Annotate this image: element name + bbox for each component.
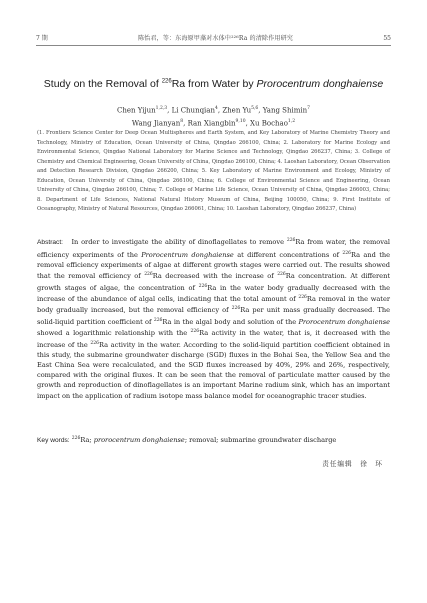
- author-affiliation-mark: 4: [214, 106, 218, 111]
- abstract: [37, 236, 390, 401]
- abstract-text: at different concentrations of: [233, 250, 343, 259]
- isotope-mass: 226: [144, 271, 153, 277]
- keywords: [37, 434, 390, 446]
- author-name: Ran Xiangbin: [187, 119, 236, 128]
- abstract-text: Ra activity in the water, that is, it decreased with the increase of the: [37, 329, 390, 349]
- keywords-label: Key words:: [37, 437, 70, 445]
- page-number: 55: [383, 35, 391, 42]
- isotope-mass: 226: [153, 317, 163, 323]
- keywords-isotope-mass: 226: [71, 436, 81, 441]
- author-name: Wang Jianyan: [131, 119, 181, 128]
- species-name: Prorocentrum donghaiense: [141, 250, 234, 259]
- author-list: [0, 103, 427, 130]
- abstract-text: Ra from water, the removal efficiency experiments of the: [37, 238, 390, 259]
- author-name: Xu Bochao: [250, 119, 288, 128]
- author-line-1: Chen Yijun$^{1,2,3}$, Li Chunqian$^4$, Zhen Yu$^{5,6}$, Yang Shimin$^7$: [117, 106, 310, 115]
- running-header: [36, 33, 391, 46]
- title-middle: Ra from Water by: [171, 78, 257, 90]
- abstract-text: Ra concentration. At different growth stages of algae, the concentration of: [37, 272, 390, 292]
- author-name: Yang Shimin: [262, 106, 308, 115]
- isotope-mass: 226: [190, 328, 200, 334]
- abstract-text: Ra and the removal efficiency experiments of algae at different growth stages were carried out. The results showed that the removal efficiency of: [37, 250, 390, 281]
- abstract-text: Ra activity in the water. According to the solid-liquid partition coefficient obtained in this study, the submarine groundwater discharge (SGD) fluxes in the Bohai Sea, the Yellow Sea and the East China Sea were recalculated, and the SGD fluxes increased by 40%, 29% and 26%, respectively, compared with the original fluxes. It can be seen that the removal of particulate matter caused by the growth and reproduction of dinoflagellates is an important Marine radium sink, which has an important impact on the application of radium isotope mass balance model for oceanographic tracer studies.: [37, 340, 390, 400]
- isotope-mass: 226: [198, 283, 208, 289]
- abstract-label: Abstract:: [37, 239, 64, 247]
- keywords-ra: Ra;: [80, 436, 92, 445]
- author-affiliation-mark: 9,10: [235, 119, 246, 125]
- author-line-2: Wang Jianyan$^8$, Ran Xiangbin$^{9,10}$, Xu Bochao$^{1,2}$: [131, 119, 296, 128]
- title-species: Prorocentrum donghaiense: [256, 78, 384, 90]
- author-affiliation-mark: 1,2: [287, 119, 296, 125]
- species-name: Prorocentrum donghaiense: [298, 317, 390, 326]
- author-affiliation-mark: 5,6: [251, 106, 259, 111]
- abstract-body: [37, 238, 390, 399]
- isotope-mass: 226: [286, 238, 296, 243]
- running-title: 陈怡君，等：东海原甲藻对水体中²²⁶Ra 的清除作用研究: [138, 35, 294, 42]
- isotope-mass: 226: [90, 340, 99, 346]
- abstract-text: Ra decreased with the increase of: [152, 272, 278, 281]
- title-prefix: Study on the Removal of: [43, 78, 162, 90]
- abstract-text: Ra per unit mass gradually decreased. The solid-liquid partition coefficient of: [37, 306, 390, 326]
- isotope-mass: 226: [231, 306, 241, 312]
- author-name: Chen Yijun: [117, 106, 156, 115]
- author-name: Li Chunqian: [171, 106, 215, 115]
- author-affiliation-mark: 1,2,3: [155, 106, 168, 111]
- abstract-text: In order to investigate the ability of dinoflagellates to remove: [71, 238, 287, 247]
- isotope-mass: 226: [298, 294, 307, 300]
- issue-number: 7 期: [36, 35, 48, 42]
- keywords-rest: ; removal; submarine groundwater discharge: [184, 436, 337, 445]
- responsible-editor: 责任编辑 徐 环: [322, 460, 383, 468]
- abstract-text: Ra removal in the water body gradually increased, but the removal efficiency of: [37, 294, 391, 315]
- isotope-mass: 226: [277, 271, 286, 277]
- abstract-text: Ra in the water body gradually decreased with the increase of the abundance of algal cells, indicating that the total amount of: [37, 283, 390, 303]
- isotope-mass: 226: [342, 250, 351, 256]
- abstract-text: Ra in the algal body and solution of the: [162, 317, 299, 326]
- author-affiliation-mark: 7: [307, 106, 310, 111]
- affiliations: (1. Frontiers Science Center for Deep Ocean Multispheres and Earth System, and Key Laboratory of Marine Chemistry Theory and Technology, Ministry of Education, Ocean University of China, Qingdao 266100, China; 2. Laboratory for Marine Ecology and Environmental Science, Qingdao National Laboratory for Marine Science and Technology, Qingdao 266237, China; 3. College of Chemistry and Chemical Engineering, Ocean University of China, Qingdao 266100, China; 4. Laoshan Laboratory, Ocean Observation and Detection Research Division, Qingdao 266200, China; 5. Key Laboratory of Marine Environment and Ecology, Ministry of Education, Ocean University of China, Qingdao 266100, China; 6. College of Environmental Science and Engineering, Ocean University of China, Qingdao 266100, China; 7. College of Marine Life Science, Ocean University of China, Qingdao 266003, China; 8. Department of Life Sciences, National Natural History Museum of China, Beijing 100050, China; 9. First Institute of Oceanography, Ministry of Natural Resources, Qingdao 266061, China; 10. Laoshan Laboratory, Qingdao 266237, China): [37, 130, 390, 212]
- article-title: [0, 78, 427, 90]
- author-affiliation-mark: 8: [180, 119, 184, 125]
- keywords-species: prorocentrum donghaiense: [93, 436, 185, 445]
- abstract-text: showed a logarithmic relationship with the: [37, 329, 191, 338]
- author-name: Zhen Yu: [222, 106, 252, 115]
- title-isotope-mass: 226: [161, 78, 172, 85]
